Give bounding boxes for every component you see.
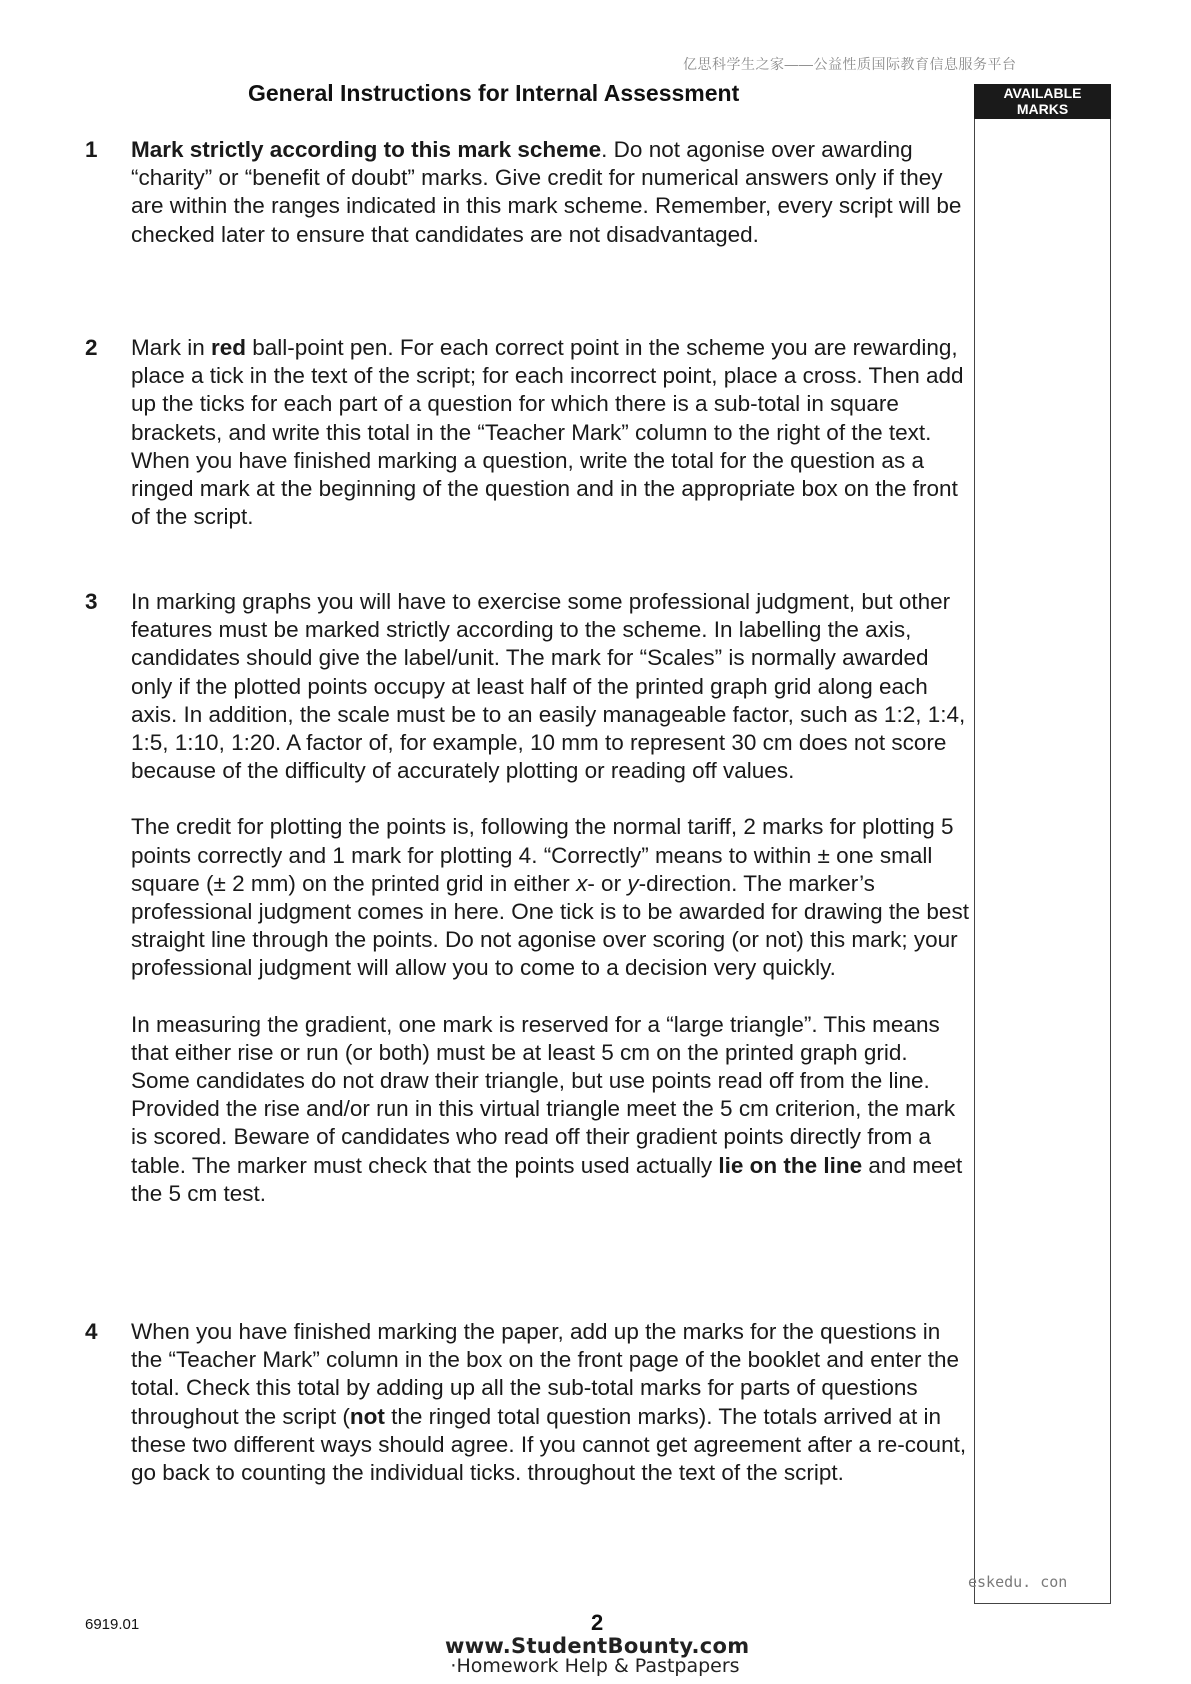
bold-text: red <box>211 335 247 360</box>
item-number: 1 <box>85 137 98 162</box>
item-body <box>131 1318 971 1487</box>
item-number: 2 <box>85 335 98 360</box>
italic-text: x <box>576 870 588 896</box>
marks-header-line-1: AVAILABLE <box>1003 85 1082 101</box>
bold-text: lie on the line <box>718 1152 863 1178</box>
paragraph <box>131 136 971 249</box>
text: In marking graphs you will have to exercise some professional judgment, but other features must be marked strictly according to the scheme. In labelling the axis, candidates should give the label/unit. The mark for “Scales” is normally awarded only if the plotted points occupy at least half of the printed graph grid along each axis. In addition, the scale must be to an easily manageable factor, such as 1:2, 1:4, 1:5, 1:10, 1:20. A factor of, for example, 10 mm to represent 30 cm does not score because of the difficulty of accurately plotting or reading off values. <box>131 589 966 784</box>
bold-text: not <box>349 1403 385 1429</box>
site-tagline: ·Homework Help & Pastpapers <box>450 1655 740 1677</box>
item-number: 4 <box>85 1319 98 1344</box>
text: When you have finished marking the paper, add up the marks for the questions in the “Teacher Mark” column in the box on the front page of the booklet and enter the total. Check this total by adding up all the sub-total marks for parts of questions throughout the script ( <box>131 1319 960 1429</box>
paper-code: 6919.01 <box>85 1616 140 1633</box>
italic-text: y <box>627 870 639 896</box>
text: The credit for plotting the points is, following the normal tariff, 2 marks for plotting 5 points correctly and 1 mark for plotting 4. “Correctly” means to within ± one small square (± 2 mm) on the printed grid in either <box>131 814 954 896</box>
site-logo <box>445 1634 750 1677</box>
marks-header-line-2: MARKS <box>1016 101 1069 117</box>
item-body <box>131 588 971 1208</box>
page-number: 2 <box>591 1610 604 1635</box>
available-marks-column <box>974 119 1111 1604</box>
text: . Do not agonise over awarding “charity” or “benefit of doubt” marks. Give credit for numerical answers only if they are within the ranges indicated in this mark scheme. Remember, every script will be checked later to ensure that candidates are not disadvantaged. <box>131 137 962 247</box>
paragraph <box>131 1011 971 1208</box>
text: ball-point pen. For each correct point in the scheme you are rewarding, place a tick in the text of the script; for each incorrect point, place a cross. Then add up the ticks for each part of a question for which there is a sub-total in square brackets, and write this total in the “Teacher Mark” column to the right of the text. When you have finished marking a question, write the total for the question as a ringed mark at the beginning of the question and in the appropriate box on the front of the script. <box>131 335 964 530</box>
text: - or <box>587 870 628 896</box>
item-number: 3 <box>85 589 98 614</box>
watermark-bottom: eskedu. con <box>968 1573 1068 1591</box>
item-body <box>131 334 971 531</box>
paragraph <box>131 1318 971 1487</box>
bold-text: Mark strictly according to this mark scheme <box>131 137 602 162</box>
paragraph <box>131 813 971 982</box>
item-body <box>131 136 971 249</box>
available-marks-header <box>974 84 1111 119</box>
paragraph <box>131 334 971 531</box>
paragraph <box>131 588 971 785</box>
text: the ringed total question marks). The totals arrived at in these two different ways should agree. If you cannot get agreement after a re-count, go back to counting the individual ticks. throughout the text of the script. <box>131 1403 967 1486</box>
text: and meet the 5 cm test. <box>131 1152 963 1206</box>
watermark-top: 亿思科学生之家——公益性质国际教育信息服务平台 <box>683 56 1017 72</box>
text: In measuring the gradient, one mark is reserved for a “large triangle”. This means that either rise or run (or both) must be at least 5 cm on the printed graph grid. Some candidates do not draw their triangle, but use points read off from the line. Provided the rise and/or run in this virtual triangle meet the 5 cm criterion, the mark is scored. Beware of candidates who read off their gradient points directly from a table. The marker must check that the points used actually <box>131 1011 956 1178</box>
text: Mark in <box>131 335 212 360</box>
site-url: www.StudentBounty.com <box>445 1634 750 1658</box>
text: -direction. The marker’s professional judgment comes in here. One tick is to be awarded for drawing the best straight line through the points. Do not agonise over scoring (or not) this mark; your professional judgment will allow you to come to a decision very quickly. <box>131 870 969 981</box>
page-title: General Instructions for Internal Assessment <box>248 80 740 106</box>
